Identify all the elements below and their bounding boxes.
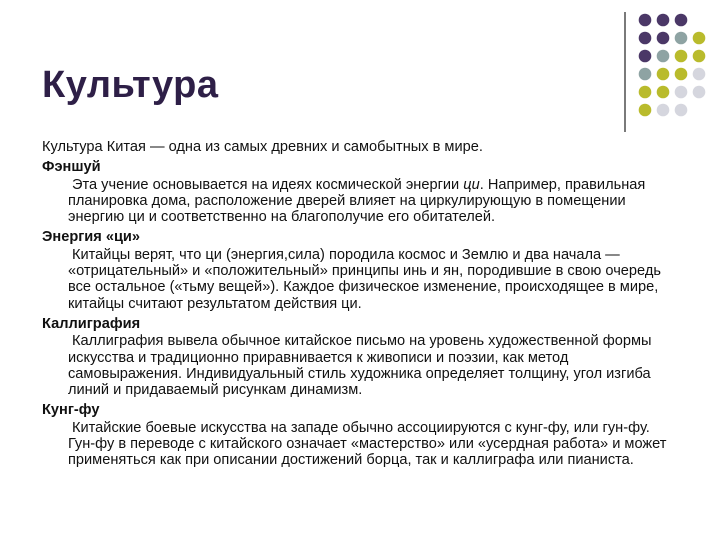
decorative-dot [639,86,652,99]
section-body-qi-energy [68,247,674,312]
qi-energy-text: Китайцы верят, что ци (энергия,сила) породила космос и Землю и два начала — «отрицательный» и «положительный» принципы инь и ян, породившие в свою очередь все остальное («тьму вещей»). Каждое физическое изменение, происходящее в мире, китайцы считают результатом действия ци. [68,246,661,312]
fengshui-text-end: . Например, правильная планировка дома, расположение дверей влияет на циркулирующую в помещении энергию ци и соответственно на благополучие его обитателей. [68,176,646,226]
decorative-dot-grid [637,13,719,118]
decorative-dot [675,104,688,117]
decorative-dot [639,32,652,45]
decorative-dot [693,68,706,81]
decorative-vertical-line [624,12,626,132]
decorative-dot [675,50,688,63]
fengshui-qi-word: ци [463,176,480,193]
decorative-dot [639,14,652,27]
decorative-dot [693,32,706,45]
section-heading-calligraphy: Каллиграфия [42,315,141,332]
section-heading-kung-fu: Кунг-фу [42,402,100,419]
decorative-dot [675,68,688,81]
fengshui-text-start: Эта учение основывается на идеях космической энергии [72,176,464,193]
decorative-dot [693,50,706,63]
decorative-dot [657,32,670,45]
slide-title: Культура [42,64,219,106]
section-body-kung-fu [68,420,674,469]
decorative-dot [657,104,670,117]
decorative-dot [657,68,670,81]
kung-fu-text: Китайские боевые искусства на западе обычно ассоциируются с кунг-фу, или гун-фу. Гун-фу в переводе с китайского означает «мастерство» или «усердная работа» и может применяться как при описании достижений борца, так и каллиграфа или пианиста. [68,419,667,469]
decorative-dot [675,14,688,27]
decorative-dot [639,50,652,63]
calligraphy-text: Каллиграфия вывела обычное китайское письмо на уровень художественной формы искусства и традиционно приравнивается к живописи и поэзии, как метод самовыражения. Индивидуальный стиль художника определяет толщину, угол изгиба линий и придаваемый рисункам динамизм. [68,333,652,399]
decorative-dot [639,104,652,117]
decorative-dot [657,50,670,63]
section-body-fengshui [68,177,674,226]
decorative-dot [693,86,706,99]
decorative-dot [657,14,670,27]
section-heading-fengshui: Фэншуй [42,159,101,176]
intro-text: Культура Китая — одна из самых древних и самобытных в мире. [42,139,483,155]
decorative-dot [639,68,652,81]
decorative-dot [657,86,670,99]
decorative-dot [675,32,688,45]
decorative-dot [675,86,688,99]
section-body-calligraphy [68,333,674,398]
slide-content [42,139,674,473]
section-heading-qi-energy: Энергия «ци» [42,229,141,246]
